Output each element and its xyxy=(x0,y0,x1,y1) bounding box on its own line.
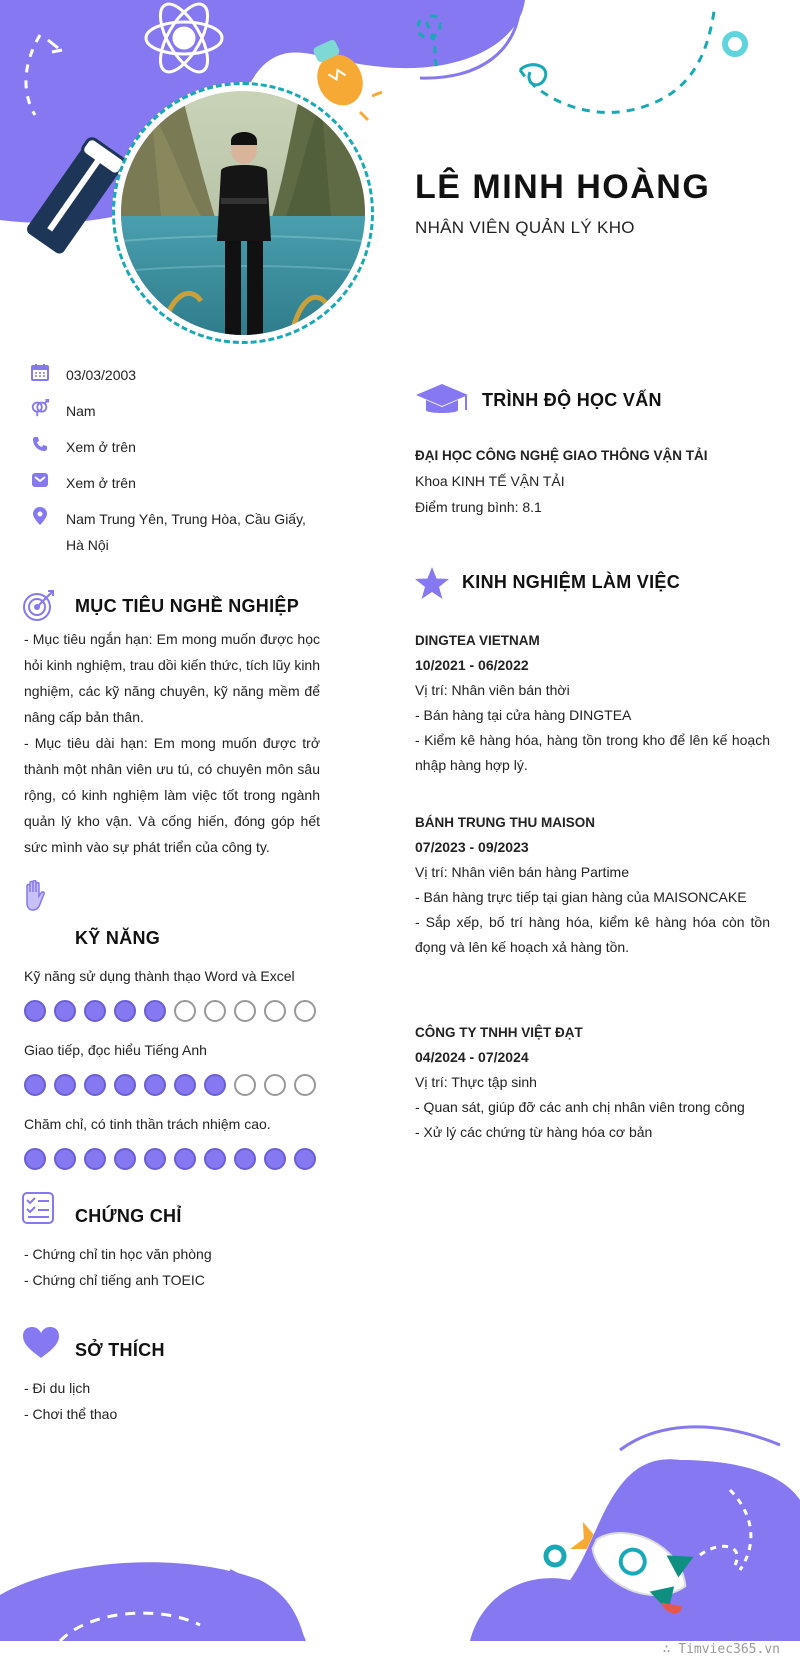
birthday-text: 03/03/2003 xyxy=(66,367,137,383)
profile-photo xyxy=(121,91,365,335)
phone-icon xyxy=(30,434,50,454)
hand-icon xyxy=(22,880,48,917)
skill-label-1: Kỹ năng sử dụng thành thạo Word và Excel xyxy=(24,968,295,984)
email-icon xyxy=(30,470,50,490)
objective-title: MỤC TIÊU NGHỀ NGHIỆP xyxy=(75,596,300,616)
job-detail: - Xử lý các chứng từ hàng hóa cơ bản xyxy=(415,1124,653,1140)
rating-dot xyxy=(24,1000,46,1022)
rating-dot xyxy=(174,1074,196,1096)
info-address xyxy=(30,506,326,558)
rating-dot xyxy=(84,1074,106,1096)
phone-text: Xem ở trên xyxy=(66,439,136,455)
rating-dot xyxy=(114,1000,136,1022)
rating-dot xyxy=(234,1000,256,1022)
rating-dot xyxy=(174,1148,196,1170)
hobbies-title: SỞ THÍCH xyxy=(75,1340,165,1360)
skills-title: KỸ NĂNG xyxy=(75,928,161,948)
skill-rating-3 xyxy=(24,1148,316,1170)
checklist-icon xyxy=(22,1192,54,1229)
graduation-cap-icon xyxy=(414,382,470,423)
rating-dot xyxy=(144,1000,166,1022)
rating-dot xyxy=(54,1074,76,1096)
info-birthday xyxy=(30,362,326,388)
job-role: Vị trí: Thực tập sinh xyxy=(415,1074,537,1090)
faculty-text: Khoa KINH TẾ VẬN TẢI xyxy=(415,473,565,489)
skill-rating-1 xyxy=(24,1000,316,1022)
rating-dot xyxy=(294,1074,316,1096)
rating-dot xyxy=(264,1148,286,1170)
job-period: 10/2021 - 06/2022 xyxy=(415,657,529,673)
gender-text: Nam xyxy=(66,403,96,419)
address-text: Nam Trung Yên, Trung Hòa, Cầu Giấy, Hà Nội xyxy=(66,511,306,553)
rating-dot xyxy=(144,1148,166,1170)
job-detail: - Sắp xếp, bố trí hàng hóa, kiểm kê hàng hóa còn tồn đọng và lên kế hoạch xả hàng tồn. xyxy=(415,914,770,955)
rating-dot xyxy=(204,1074,226,1096)
objective-text: - Mục tiêu ngắn hạn: Em mong muốn được học hỏi kinh nghiệm, trau dồi kiến thức, tích lũy kinh nghiệm, các kỹ năng chuyên, kỹ năng mềm để nâng cấp bản thân. - Mục tiêu dài hạn: Em mong muốn được trở thành một nhân viên ưu tú, có chuyên môn sâu rộng, có kinh nghiệm làm việc tốt trong ngành quản lý kho vận. Và cống hiến, đóng góp hết sức mình vào sự phát triển của công ty. xyxy=(24,631,320,855)
heart-icon xyxy=(22,1326,60,1365)
location-pin-icon xyxy=(30,506,50,526)
star-icon xyxy=(414,566,450,605)
rating-dot xyxy=(54,1148,76,1170)
experience-item-1 xyxy=(415,628,770,778)
hobby-item: - Đi du lịch xyxy=(24,1380,91,1396)
rating-dot xyxy=(294,1148,316,1170)
gender-icon xyxy=(30,398,50,418)
rating-dot xyxy=(24,1148,46,1170)
rating-dot xyxy=(294,1000,316,1022)
job-period: 04/2024 - 07/2024 xyxy=(415,1049,529,1065)
rating-dot xyxy=(234,1148,256,1170)
skill-label-2: Giao tiếp, đọc hiểu Tiếng Anh xyxy=(24,1042,207,1058)
candidate-position: NHÂN VIÊN QUẢN LÝ KHO xyxy=(415,218,635,237)
email-text: Xem ở trên xyxy=(66,475,136,491)
info-gender xyxy=(30,398,326,424)
target-icon xyxy=(22,588,56,627)
job-detail: - Bán hàng tại cửa hàng DINGTEA xyxy=(415,707,632,723)
rating-dot xyxy=(114,1148,136,1170)
company-name: DINGTEA VIETNAM xyxy=(415,633,540,648)
gpa-text: Điểm trung bình: 8.1 xyxy=(415,499,542,515)
school-name: ĐẠI HỌC CÔNG NGHỆ GIAO THÔNG VẬN TẢI xyxy=(415,448,708,463)
rating-dot xyxy=(234,1074,256,1096)
job-period: 07/2023 - 09/2023 xyxy=(415,839,529,855)
footer-decoration xyxy=(0,1420,800,1661)
rating-dot xyxy=(114,1074,136,1096)
rating-dot xyxy=(264,1074,286,1096)
experience-title: KINH NGHIỆM LÀM VIỆC xyxy=(462,572,681,592)
skill-label-3: Chăm chỉ, có tinh thần trách nhiệm cao. xyxy=(24,1116,271,1132)
rating-dot xyxy=(204,1148,226,1170)
job-role: Vị trí: Nhân viên bán hàng Partime xyxy=(415,864,630,880)
info-phone xyxy=(30,434,326,460)
hobby-item: - Chơi thể thao xyxy=(24,1406,118,1422)
certificates-title: CHỨNG CHỈ xyxy=(75,1206,182,1226)
job-detail: - Quan sát, giúp đỡ các anh chị nhân viên trong công xyxy=(415,1099,745,1115)
rating-dot xyxy=(144,1074,166,1096)
rating-dot xyxy=(84,1148,106,1170)
profile-photo-frame xyxy=(112,82,374,344)
watermark: ∴ Timviec365.vn xyxy=(662,1642,780,1657)
job-detail: - Bán hàng trực tiếp tại gian hàng của MAISONCAKE xyxy=(415,889,747,905)
rating-dot xyxy=(174,1000,196,1022)
rating-dot xyxy=(24,1074,46,1096)
company-name: CÔNG TY TNHH VIỆT ĐẠT xyxy=(415,1025,583,1040)
calendar-icon xyxy=(30,362,50,382)
experience-item-3 xyxy=(415,1020,770,1145)
rating-dot xyxy=(54,1000,76,1022)
candidate-name: LÊ MINH HOÀNG xyxy=(415,168,711,206)
job-role: Vị trí: Nhân viên bán thời xyxy=(415,682,570,698)
rating-dot xyxy=(264,1000,286,1022)
certificate-item: - Chứng chỉ tiếng anh TOEIC xyxy=(24,1272,205,1288)
rating-dot xyxy=(204,1000,226,1022)
job-detail: - Kiểm kê hàng hóa, hàng tồn trong kho để lên kế hoạch nhập hàng hợp lý. xyxy=(415,732,770,773)
skill-rating-2 xyxy=(24,1074,316,1096)
certificate-item: - Chứng chỉ tin học văn phòng xyxy=(24,1246,212,1262)
rating-dot xyxy=(84,1000,106,1022)
info-email xyxy=(30,470,326,496)
education-title: TRÌNH ĐỘ HỌC VẤN xyxy=(482,390,662,410)
experience-item-2 xyxy=(415,810,770,960)
company-name: BÁNH TRUNG THU MAISON xyxy=(415,815,595,830)
